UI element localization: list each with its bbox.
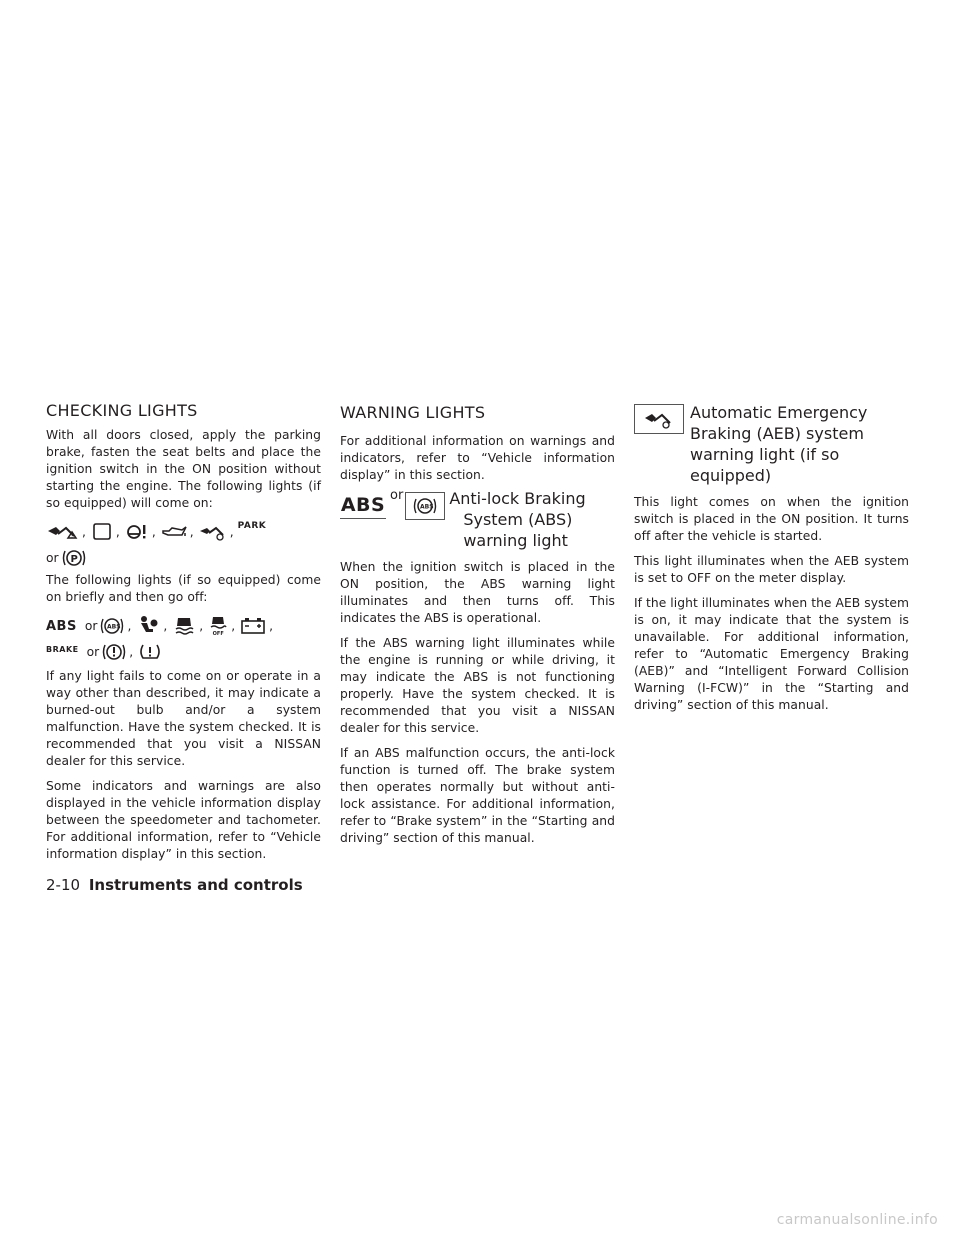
abs-warning-title: [449, 488, 585, 551]
abs-para-3: If an ABS malfunction occurs, the anti-lock function is turned off. The brake system then operates normally but without anti-lock assistance. For additional information, refer to “Brake system” in the “Starting and driving” section of this manual.: [340, 746, 615, 845]
column-warning-lights: [340, 400, 615, 855]
abs-para-1: When the ignition switch is placed in the ON position, the ABS warning light illuminates and then turns off. This indicates the ABS is operational.: [340, 560, 615, 625]
icon-row-park-brake: [46, 546, 321, 570]
brake-warning-circle-icon: [101, 641, 127, 663]
abs-title-line-2: System (ABS): [463, 510, 573, 529]
battery-icon: [239, 615, 267, 637]
or-text: or: [84, 619, 98, 633]
icon-row-come-on: [46, 520, 321, 544]
separator: ,: [229, 525, 234, 539]
aeb-title-line-1: Automatic Emergency: [690, 403, 868, 422]
separator: ,: [115, 525, 120, 539]
checking-lights-display: Some indicators and warnings are also displayed in the vehicle information display between the speedometer and tachometer. For additional information, refer to “Vehicle information display” in this section.: [46, 779, 321, 861]
svg-text:P: P: [70, 554, 78, 565]
steering-warning-icon: [124, 522, 150, 542]
aeb-title-line-4: equipped): [690, 466, 772, 485]
or-text: or: [390, 488, 404, 503]
or-text: or: [86, 645, 100, 659]
separator: ,: [151, 525, 156, 539]
abs-para-2: If the ABS warning light illuminates while the engine is running or while driving, it may indicate the ABS is not functioning properly. Have the system checked. It is recommended that you visit a NISSAN dealer for this service.: [340, 636, 615, 735]
svg-text:!: !: [71, 533, 74, 540]
section-title: Instruments and controls: [88, 876, 303, 894]
parking-brake-p-icon: [61, 547, 87, 569]
separator: ,: [82, 525, 86, 539]
aeb-warning-title: [690, 402, 867, 486]
oil-pressure-icon: [160, 522, 188, 542]
or-text: or: [46, 551, 59, 565]
checking-lights-brief: The following lights (if so equipped) come on briefly and then go off:: [46, 573, 321, 604]
separator: ,: [163, 619, 168, 633]
aeb-title-line-3: warning light (if so: [690, 445, 840, 464]
off-label: OFF: [212, 630, 224, 637]
park-indicator-text: PARK: [237, 521, 267, 531]
aeb-para-1: This light comes on when the ignition switch is placed in the ON position. It turns off after the vehicle is started.: [634, 495, 909, 543]
abs-text-icon: ABS: [46, 618, 77, 634]
separator: ,: [199, 619, 204, 633]
abs-title-line-1: Anti-lock Braking: [449, 489, 586, 508]
warning-lights-intro: For additional information on warnings and indicators, refer to “Vehicle information display” in this section.: [340, 434, 615, 482]
abs-circle-icon: [99, 615, 125, 637]
separator: ,: [189, 525, 194, 539]
separator: ,: [269, 619, 274, 633]
checking-lights-fail: If any light fails to come on or operate in a way other than described, it may indicate a burned-out bulb and/or a system malfunction. Have the system checked. It is recommended that you visit a NISSAN dealer for this service.: [46, 669, 321, 768]
airbag-icon: [135, 615, 161, 637]
icon-row-brief: [46, 614, 321, 638]
abs-title-line-3: warning light: [463, 531, 568, 550]
separator: ,: [231, 619, 236, 633]
watermark: carmanualsonline.info: [776, 1212, 938, 1228]
aeb-off-icon: [198, 522, 228, 542]
column-aeb: [634, 400, 909, 722]
page-footer: [46, 876, 303, 894]
aeb-warning-icon: [634, 404, 684, 434]
abs-circle-icon: [405, 492, 445, 520]
aeb-icon: [46, 522, 80, 542]
aeb-warning-heading: [634, 402, 909, 486]
slip-indicator-icon: [171, 615, 197, 637]
abs-text-icon: ABS: [340, 492, 386, 519]
heading-warning-lights: WARNING LIGHTS: [340, 403, 486, 422]
brake-text-icon: BRAKE: [46, 644, 79, 654]
aeb-title-line-2: Braking (AEB) system: [690, 424, 864, 443]
slip-off-indicator-icon: [207, 616, 229, 637]
abs-warning-heading: [340, 488, 615, 551]
aeb-para-3: If the light illuminates when the AEB system is on, it may indicate that the system is unavailable. For additional information, refer to “Automatic Emergency Braking (AEB)” and “Intelligent Forward Collision Warning (I-FCW)” in the “Starting and driving” section of this manual.: [634, 596, 909, 712]
icon-row-brake: [46, 640, 321, 664]
checking-lights-intro: With all doors closed, apply the parking brake, fasten the seat belts and place the ignition switch in the ON position without starting the engine. The following lights (if so equipped) will come on:: [46, 428, 321, 510]
separator: ,: [127, 619, 132, 633]
page-number: 2-10: [46, 876, 81, 894]
tire-pressure-icon: [137, 641, 163, 663]
door-open-icon: [90, 522, 114, 542]
svg-text:ABS: ABS: [107, 623, 121, 631]
column-checking-lights: [46, 400, 321, 871]
svg-text:ABS: ABS: [420, 503, 434, 511]
heading-checking-lights: CHECKING LIGHTS: [46, 401, 198, 420]
separator: ,: [129, 645, 134, 659]
aeb-para-2: This light illuminates when the AEB system is set to OFF on the meter display.: [634, 554, 909, 585]
